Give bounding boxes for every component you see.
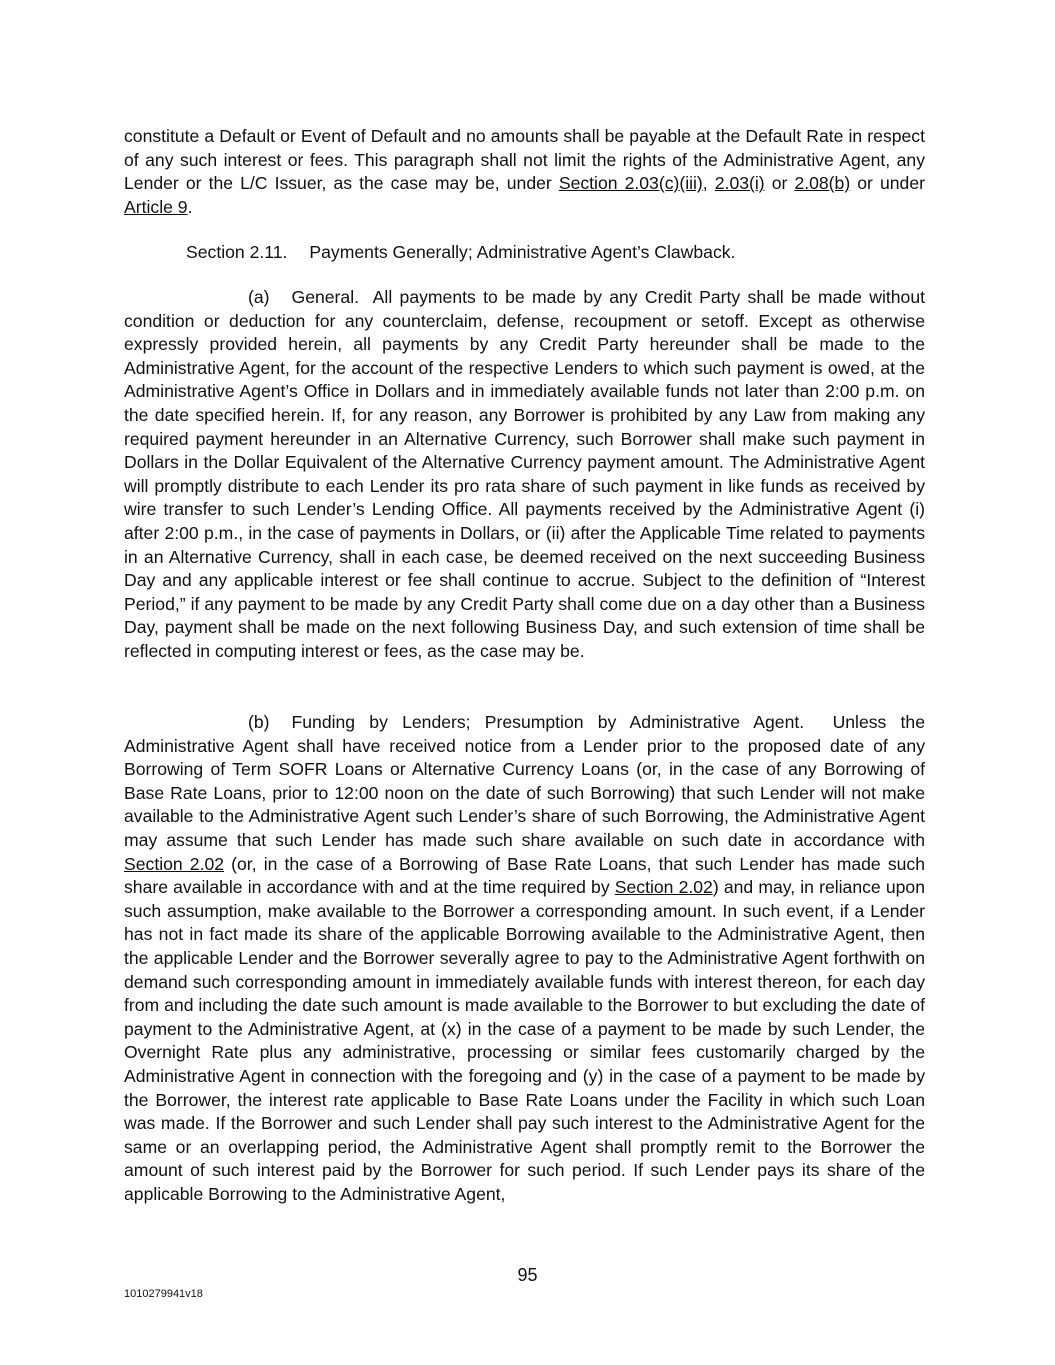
- paragraph-text: (or, in the case of a Borrowing of Base Rate Loans, that such Lender has made such share available in accordance with and at the time required by: [124, 853, 925, 898]
- paragraph-text: All payments to be made by any Credit Party shall be made without condition or deduction for any counterclaim, defense, recoupment or setoff. Except as otherwise expressly provided herein, all payments by any Credit Party hereunder shall be made to the Administrative Agent, for the account of the respective Lenders to which such payment is owed, at the Administrative Agent’s Office in Dollars and in immediately available funds not later than 2:00 p.m. on the date specified herein. If, for any reason, any Borrower is prohibited by any Law from making any required payment hereunder in an Alternative Currency, such Borrower shall make such payment in Dollars in the Dollar Equivalent of the Alternative Currency payment amount. The Administrative Agent will promptly distribute to each Lender its pro rata share of such payment in like funds as received by wire transfer to such Lender’s Lending Office. All payments received by the Administrative Agent (i) after 2:00 p.m., in the case of payments in Dollars, or (ii) after the Applicable Time related to payments in an Alternative Currency, shall in each case, be deemed received on the next succeeding Business Day and any applicable interest or fee shall continue to accrue. Subject to the definition of “Interest Period,” if any payment to be made by any Credit Party shall come due on a day other than a Business Day, payment shall be made on the next following Business Day, and such extension of time shall be reflected in computing interest or fees, as the case may be.: [124, 287, 925, 661]
- period: .: [187, 196, 193, 217]
- section-2-02-link[interactable]: Section 2.02: [614, 877, 713, 898]
- paragraph-label: (b): [248, 712, 270, 732]
- separator: or: [764, 173, 795, 194]
- section-2-03-c-iii-link[interactable]: Section 2.03(c)(iii): [558, 173, 703, 194]
- paragraph-heading: Funding by Lenders; Presumption by Administrative Agent.: [291, 712, 805, 732]
- separator: ,: [702, 173, 715, 194]
- section-2-03-i-link[interactable]: 2.03(i): [714, 173, 765, 194]
- section-title: Payments Generally; Administrative Agent’s Clawback.: [309, 242, 736, 262]
- continuation-paragraph: [124, 125, 925, 219]
- article-9-link[interactable]: Article 9: [124, 196, 188, 217]
- paragraph-text: Unless the Administrative Agent shall have received notice from a Lender prior to the proposed date of any Borrowing of Term SOFR Loans or Alternative Currency Loans (or, in the case of any Borrowing of Base Rate Loans, prior to 12:00 noon on the date of such Borrowing) that such Lender will not make available to the Administrative Agent such Lender’s share of such Borrowing, the Administrative Agent may assume that such Lender has made such share available on such date in accordance with: [124, 712, 926, 850]
- paragraph-b: [124, 711, 925, 1206]
- page-number: 95: [517, 1265, 538, 1285]
- document-id: 1010279941v18: [124, 1288, 203, 1300]
- paragraph-a: [124, 286, 925, 664]
- paragraph-heading: General.: [291, 287, 359, 307]
- separator: or under: [850, 173, 925, 194]
- paragraph-label: (a): [248, 287, 270, 307]
- section-heading: [186, 241, 735, 265]
- section-2-08-b-link[interactable]: 2.08(b): [794, 173, 851, 194]
- paragraph-text: ) and may, in reliance upon such assumption, make available to the Borrower a corresponding amount. In such event, if a Lender has not in fact made its share of the applicable Borrowing available to the Administrative Agent, then the applicable Lender and the Borrower severally agree to pay to the Administrative Agent forthwith on demand such corresponding amount in immediately available funds with interest thereon, for each day from and including the date such amount is made available to the Borrower to but excluding the date of payment to the Administrative Agent, at (x) in the case of a payment to be made by such Lender, the Overnight Rate plus any administrative, processing or similar fees customarily charged by the Administrative Agent in connection with the foregoing and (y) in the case of a payment to be made by the Borrower, the interest rate applicable to Base Rate Loans under the Facility in which such Loan was made. If the Borrower and such Lender shall pay such interest to the Administrative Agent for the same or an overlapping period, the Administrative Agent shall promptly remit to the Borrower the amount of such interest paid by the Borrower for such period. If such Lender pays its share of the applicable Borrowing to the Administrative Agent,: [124, 877, 925, 1204]
- section-2-02-link[interactable]: Section 2.02: [124, 853, 225, 874]
- section-number: Section 2.11.: [186, 242, 288, 262]
- continuation-text: constitute a Default or Event of Default and no amounts shall be payable at the Default Rate in respect of any such interest or fees. This paragraph shall not limit the rights of the Administrative Agent, any Lender or the L/C Issuer, as the case may be, under: [124, 126, 925, 194]
